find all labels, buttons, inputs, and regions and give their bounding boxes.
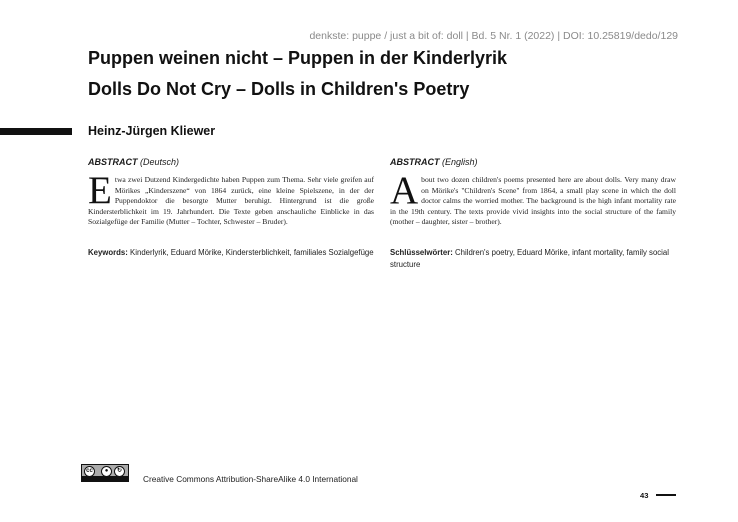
- page-number: 43: [640, 491, 649, 500]
- abstract-german-heading: [88, 157, 374, 167]
- abstract-german-label: ABSTRACT: [88, 157, 138, 167]
- abstract-english-label: ABSTRACT: [390, 157, 440, 167]
- abstract-english-column: [390, 157, 676, 271]
- abstract-german-language: (Deutsch): [140, 157, 180, 167]
- abstract-german-column: [88, 157, 374, 259]
- cc-license-badge[interactable]: [81, 464, 129, 482]
- badge-label-strip: [82, 476, 128, 481]
- running-head: denkste: puppe / just a bit of: doll | Bd. 5 Nr. 1 (2022) | DOI: 10.25819/dedo/129: [309, 30, 678, 42]
- title-german: Puppen weinen nicht – Puppen in der Kinderlyrik: [88, 48, 508, 68]
- dropcap-english: A: [390, 169, 419, 212]
- abstract-german-text: [88, 169, 374, 228]
- by-icon: ●: [101, 466, 112, 477]
- abstract-english-text: [390, 169, 676, 228]
- abstract-english-body: bout two dozen children's poems presented here are about dolls. Very many draw on Mörike's "Children's Scene" from 1864, a small play scene in which the doll doctor calms the worried mother. The background is the high infant mortality rate in the 19th century. The texts provide vivid insights into the social structure of the family (mother – daughter, sister – brother).: [390, 175, 676, 227]
- keywords-english-label: Schlüsselwörter:: [390, 247, 453, 257]
- title-english: Dolls Do Not Cry – Dolls in Children's Poetry: [88, 79, 470, 99]
- abstract-german-body: twa zwei Dutzend Kindergedichte haben Puppen zum Thema. Sehr viele greifen auf Mörikes „Kinderszene“ von 1864 zurück, eine kleine Spielszene, in der der Puppendoktor die besorgte Mutter beruhigt. Hintergrund ist die große Kindersterblichkeit im 19. Jahrhundert. Die Texte geben anschauliche Einblicke in das Sozialgefüge der Familie (Mutter – Tochter, Schwester – Bruder).: [88, 175, 374, 227]
- cc-icon: cc: [84, 466, 95, 477]
- sa-icon: ↻: [114, 466, 125, 477]
- abstract-english-language: (English): [442, 157, 478, 167]
- license-text: Creative Commons Attribution-ShareAlike 4.0 International: [143, 474, 358, 484]
- keywords-german-list: Kinderlyrik, Eduard Mörike, Kindersterblichkeit, familiales Sozialgefüge: [130, 247, 374, 257]
- keywords-english: [390, 247, 676, 271]
- abstract-english-heading: [390, 157, 676, 167]
- author-name: Heinz-Jürgen Kliewer: [88, 124, 216, 138]
- section-marker-bar: [0, 128, 72, 135]
- keywords-german: [88, 247, 374, 259]
- keywords-english-list: Children's poetry, Eduard Mörike, infant mortality, family social structure: [390, 247, 669, 269]
- keywords-german-label: Keywords:: [88, 247, 128, 257]
- page-number-bar: [656, 494, 676, 496]
- dropcap-german: E: [88, 169, 112, 212]
